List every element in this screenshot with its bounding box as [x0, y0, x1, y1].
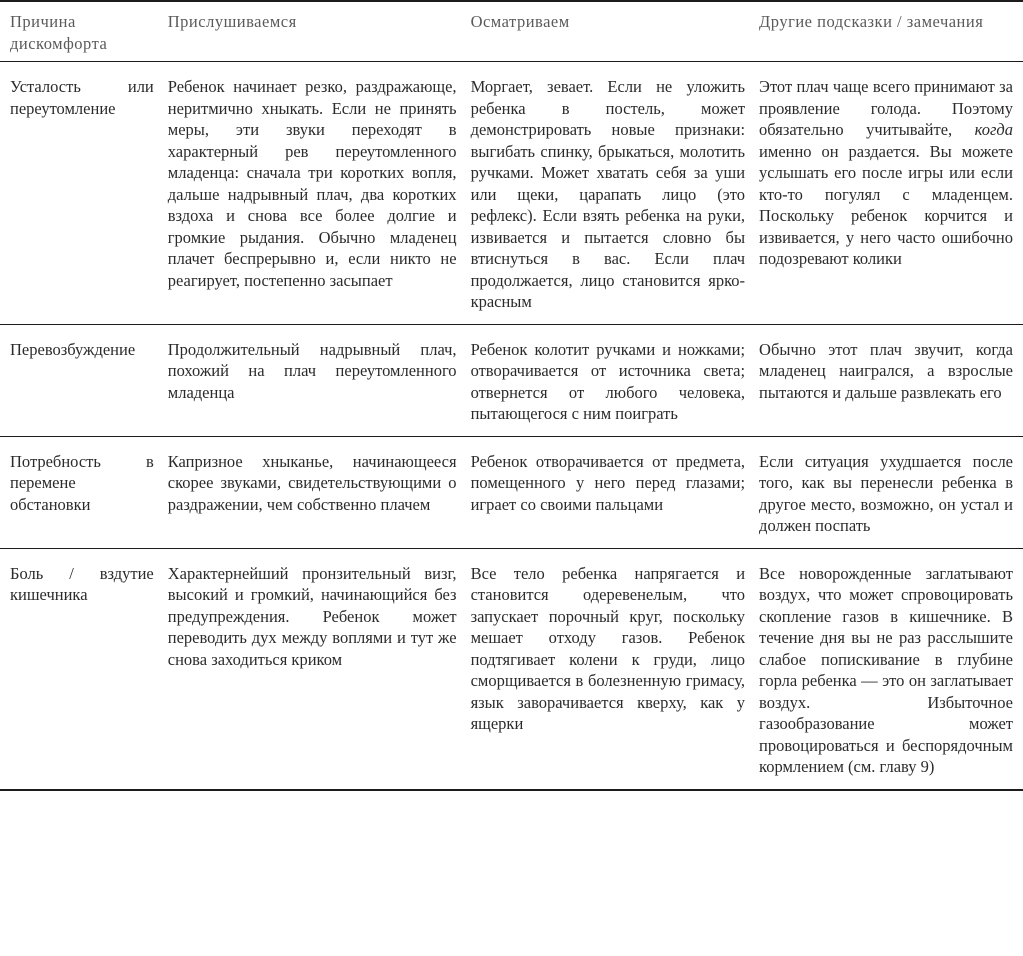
cell-listen: Продолжительный надрывный плач, похожий на плач переутомленного младенца: [168, 324, 471, 436]
cell-listen: Характернейший пронзительный визг, высокий и громкий, начинающийся без предупреждения. Ребенок может переводить дух между воплями и тут же снова заходиться криком: [167, 563, 457, 669]
cell-hints: Обычно этот плач звучит, когда младенец наигрался, а взрослые пытаются и дальше развлекать его: [759, 324, 1023, 436]
cell-cause: Перевозбуждение: [0, 324, 168, 436]
table-row: [0, 324, 1023, 436]
cell-hints: Если ситуация ухудшается после того, как вы перенесли ребенка в другое место, возможно, он устал и должен поспать: [759, 436, 1023, 548]
hints-text-before: Этот плач чаще всего принимают за проявление голода. Поэтому обязательно учитывайте,: [759, 77, 1013, 139]
header-cell-look: Осматриваем: [471, 1, 759, 62]
cell-look: Все тело ребенка напрягается и становится одеревенелым, что запускает порочный круг, поскольку мешает отходу газов. Ребенок подтягивает колени к груди, лицо сморщивается в болезненную гримасу, язык заворачивается кверху, как у ящерки: [470, 563, 746, 733]
cell-cause: Усталость или переутомление: [0, 62, 168, 325]
cell-hints: [759, 62, 1023, 325]
cell-hints: Все новорожденные заглатывают воздух, что может спровоцировать скопление газов в кишечнике. В течение дня вы не раз расслышите слабое попискивание в глубине горла ребенка — это он заглатывает воздух. Избыточное газообразование может провоцироваться и беспорядочным кормлением (см. главу 9): [759, 563, 1013, 776]
header-cell-hints: Другие подсказки / замечания: [759, 1, 1023, 62]
cell-look: Ребенок отворачивается от предмета, помещенного у него перед глазами; играет со своими пальцами: [471, 436, 759, 548]
cell-listen: Ребенок начинает резко, раздражающе, неритмично хныкать. Если не принять меры, эти звуки переходят в характерный рев переутомленного младенца: сначала три коротких вопля, дальше надрывный плач, два коротких вздоха и снова все более долгие и громкие рыдания. Обычно младенец плачет беспрерывно и, если никто не реагирует, постепенно засыпает: [168, 62, 471, 325]
header-cell-listen: Прислушиваемся: [168, 1, 471, 62]
cell-cause: Потребность в перемене обстановки: [0, 436, 168, 548]
hints-text-after: именно он раздается. Вы можете услышать его после игры или если кто-то погулял с младенцем. Поскольку ребенок корчится и извивается, у него часто ошибочно подозревают колики: [759, 141, 1013, 268]
cell-listen: Капризное хныканье, начинающееся скорее звуками, свидетельствующими о раздражении, чем собственно плачем: [168, 436, 471, 548]
cell-look: Ребенок колотит ручками и ножками; отворачивается от источника света; отвернется от любого человека, пытающегося с ним поиграть: [471, 324, 759, 436]
cell-cause: Боль / вздутие кишечника: [10, 563, 154, 604]
table-header-row: [0, 1, 1023, 62]
table-row: [0, 62, 1023, 325]
header-cell-cause: Причина дискомфорта: [0, 1, 168, 62]
cell-look: Моргает, зевает. Если не уложить ребенка в постель, может демонстрировать новые признаки: выгибать спинку, брыкаться, молотить ручками. Может хватать себя за уши или щеки, царапать лицо (это рефлекс). Если взять ребенка на руки, извивается и пытается словно бы втиснуться в вас. Если плач продолжается, лицо становится ярко-красным: [471, 62, 759, 325]
hints-text-italic: когда: [974, 120, 1013, 139]
table-row: [0, 548, 1023, 790]
table-row: [0, 436, 1023, 548]
